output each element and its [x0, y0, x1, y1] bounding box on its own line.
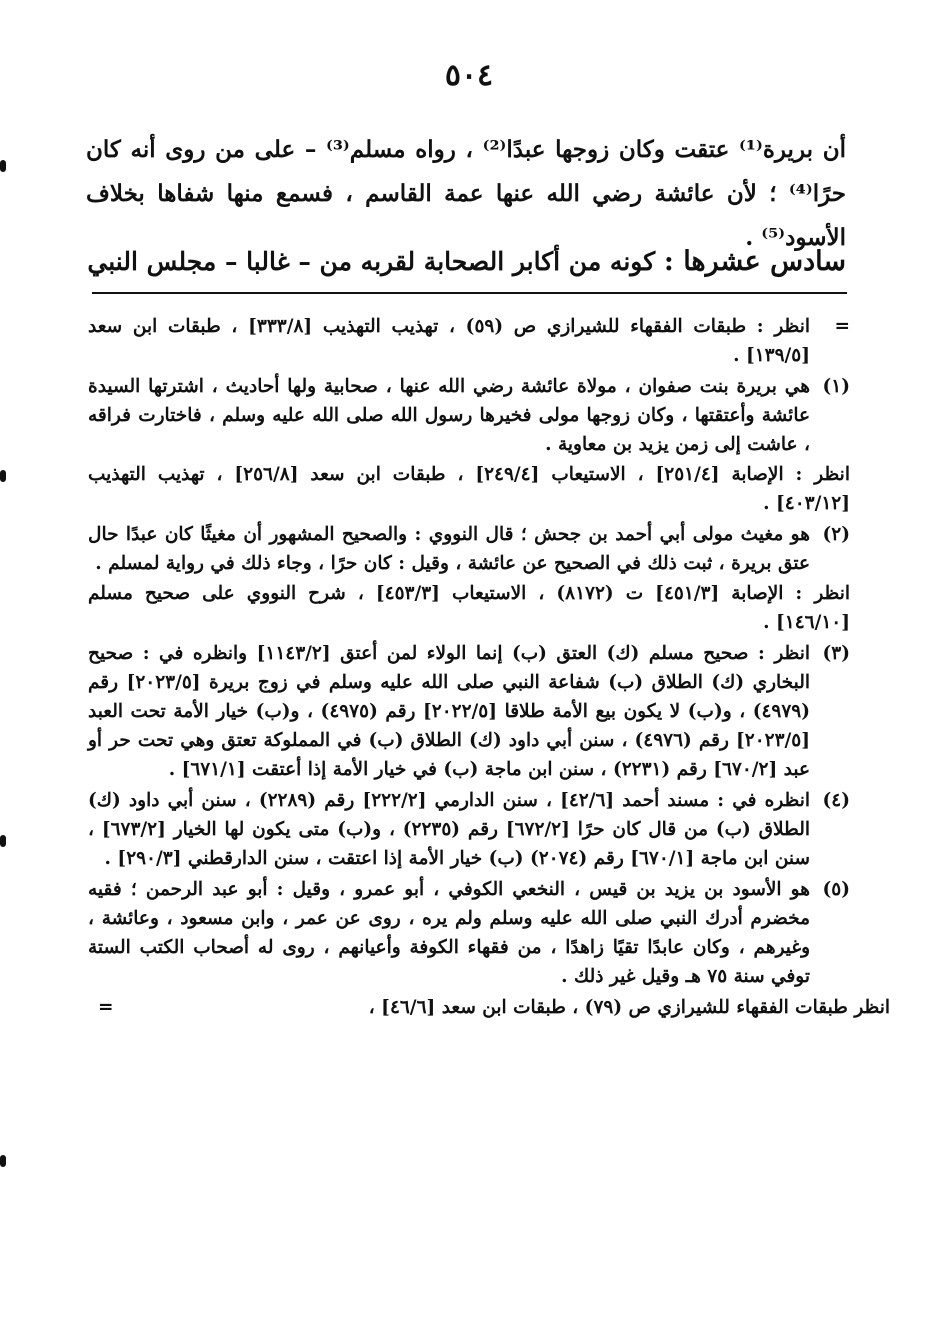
section-heading-lead: سادس عشرها : — [663, 246, 846, 277]
footnote-marker: (١) — [822, 376, 850, 397]
footnote-content — [88, 520, 850, 637]
footnote-1 — [88, 372, 850, 518]
footnote-marker: (٥) — [822, 879, 850, 900]
footnote-content — [88, 372, 850, 518]
footnote-text: انظره في : مسند أحمد [٤٢/٦] ، سنن الدارمي [٢٢٢/٢] رقم (٢٢٨٩) ، سنن أبي داود (ك) الطلاق (ب) من قال كان حرًا [٦٧٢/٢] رقم (٢٢٣٥) ، و(ب) متى يكون لها الخيار [٦٧٣/٢] ، سنن ابن ماجة [٦٧٠/١] رقم (٢٠٧٤) (ب) خيار الأمة إذا اعتقت ، سنن الدارقطني [٢٩٠/٣] . — [88, 790, 810, 869]
footnote-marker: = — [834, 316, 850, 337]
footnote-content — [88, 312, 810, 370]
footnote-source: انظر : الإصابة [٤٥١/٣] ت (٨١٧٢) ، الاستيعاب [٤٥٣/٣] ، شرح النووي على صحيح مسلم [١٤٦/١٠] . — [88, 583, 850, 633]
footnotes — [88, 312, 890, 1022]
section-heading — [86, 240, 846, 284]
footnote-text: هو الأسود بن يزيد بن قيس ، النخعي الكوفي ، أبو عمرو ، وقيل : أبو عبد الرحمن ؛ فقيه مخضرم أدرك النبي صلى الله عليه وسلم ولم يره ، روى عن عمر ، وابن مسعود ، وعائشة ، وغيرهم ، وكان عابدًا تقيًا زاهدًا ، من فقهاء الكوفة وأعيانهم ، روى له أصحاب الكتب الستة توفي سنة ٧٥ هـ وقيل غير ذلك . — [88, 879, 810, 987]
footnote-marker: (٢) — [822, 524, 850, 545]
footnote-text: انظر : صحيح مسلم (ك) العتق (ب) إنما الولاء لمن أعتق [١١٤٣/٢] وانظره في : صحيح البخاري (ك) الطلاق (ب) شفاعة النبي صلى الله عليه وسلم في زوج بريرة [٢٠٢٣/٥] رقم (٤٩٧٩) ، و(ب) لا يكون بيع الأمة طلاقا [٢٠٢٢/٥] رقم (٤٩٧٥) ، و(ب) خيار الأمة تحت العبد [٢٠٢٣/٥] رقم (٤٩٧٦) ، سنن أبي داود (ك) الطلاق (ب) في المملوكة تعتق وهي تحت حر أو عبد [٦٧٠/٢] رقم (٢٢٣١) ، سنن ابن ماجة (ب) في خيار الأمة إذا أعتقت [٦٧١/١] . — [88, 643, 810, 780]
footnote-2 — [88, 520, 850, 637]
footnote-4 — [88, 786, 850, 873]
footnote-text: هو مغيث مولى أبي أحمد بن جحش ؛ قال النووي : والصحيح المشهور أن مغيثًا كان عبدًا حال عتق بريرة ، ثبت ذلك في الصحيح عن عائشة ، وقيل : كان حرًا ، وجاء ذلك في رواية لمسلم . — [88, 524, 810, 574]
footnote-divider — [92, 292, 847, 294]
footnote-content — [88, 875, 810, 991]
footnote-5 — [88, 875, 850, 991]
footnote-marker: (٤) — [822, 790, 850, 811]
footnote-trailing-line — [88, 993, 890, 1022]
footnote-content — [88, 786, 810, 873]
section-heading-text: كونه من أكابر الصحابة لقربه من – غالبا – مجلس النبي — [87, 247, 656, 276]
scan-edge-mark — [0, 160, 6, 172]
main-text: أن بريرة⁽¹⁾ عتقت وكان زوجها عبدًا⁽²⁾ ، رواه مسلم⁽³⁾ – على من روى أنه كان حرًا⁽⁴⁾ ؛ لأن عائشة رضي الله عنها عمة القاسم ، فسمع منها شفاها بخلاف الأسود⁽⁵⁾ . — [86, 136, 846, 251]
footnote-text: انظر : طبقات الفقهاء للشيرازي ص (٥٩) ، تهذيب التهذيب [٣٣٣/٨] ، طبقات ابن سعد [١٣٩/٥] . — [88, 316, 811, 366]
footnote-content — [88, 639, 810, 784]
footnote-marker: (٣) — [822, 643, 850, 664]
scan-edge-mark — [0, 470, 6, 482]
footnote-3 — [88, 639, 850, 784]
footnote-continued — [88, 312, 850, 370]
scan-edge-mark — [0, 1155, 6, 1167]
page-number: ٥٠٤ — [444, 58, 494, 93]
footnote-trailing-text: انظر طبقات الفقهاء للشيرازي ص (٧٩) ، طبقات ابن سعد [٤٦/٦] ، — [368, 997, 890, 1018]
footnote-text: هي بريرة بنت صفوان ، مولاة عائشة رضي الله عنها ، صحابية ولها أحاديث ، اشترتها السيدة عائشة وأعتقتها ، وكان زوجها مولى فخيرها رسول الله صلى الله عليه وسلم ، فاختارت فراقه ، عاشت إلى زمن يزيد بن معاوية . — [88, 376, 810, 455]
footnote-source: انظر : الإصابة [٢٥١/٤] ، الاستيعاب [٢٤٩/٤] ، طبقات ابن سعد [٢٥٦/٨] ، تهذيب التهذيب [٤٠٣/١٢] . — [88, 464, 850, 514]
scan-edge-mark — [0, 835, 6, 847]
continuation-marker: = — [98, 997, 114, 1018]
